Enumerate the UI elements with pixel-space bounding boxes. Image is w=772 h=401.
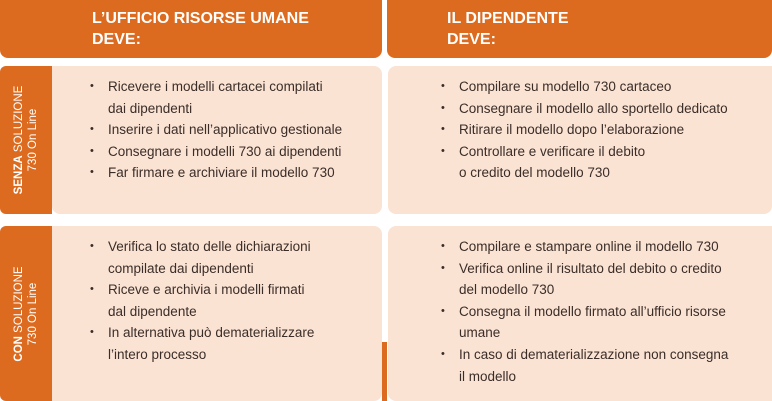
bullet-icon: •: [90, 123, 94, 136]
list-item-line: Inserire i dati nell’applicativo gestionale: [108, 122, 343, 138]
list-item: [441, 258, 761, 301]
list-item-line: l’intero processo: [108, 346, 207, 362]
list-item: [90, 322, 375, 365]
cell-without-hr: [52, 66, 382, 214]
row-label-without-bold: SENZA: [13, 155, 25, 195]
bullet-icon: •: [441, 347, 445, 360]
list-item: [441, 98, 761, 120]
row-label-with-line2: 730 On Line: [27, 282, 39, 345]
column-divider-accent: [382, 342, 387, 401]
list-with-employee: [441, 236, 761, 387]
list-item-line: Compilare e stampare online il modello 730: [459, 239, 719, 254]
row-label-without-line2: 730 On Line: [27, 108, 39, 172]
list-item-line: Consegnare il modello allo sportello dedicato: [459, 100, 728, 116]
list-item-line: o credito del modello 730: [459, 165, 610, 181]
bullet-icon: •: [441, 304, 445, 317]
list-item: [441, 76, 761, 98]
bullet-icon: •: [441, 144, 445, 157]
list-item: [90, 76, 375, 119]
row-label-with-text: [12, 266, 40, 361]
list-item: [90, 236, 375, 279]
list-item-line: Far firmare e archiviare il modello 730: [108, 165, 335, 181]
bullet-icon: •: [90, 240, 94, 252]
list-item-line: compilate dai dipendenti: [108, 260, 254, 276]
list-item: [441, 301, 761, 344]
employee-header-line1: IL DIPENDENTE: [447, 10, 569, 27]
list-item-line: In alternativa può dematerializzare: [108, 325, 315, 341]
hr-header-line2: DEVE:: [92, 31, 141, 48]
list-item-line: dal dipendente: [108, 303, 197, 319]
list-item-line: del modello 730: [459, 282, 555, 298]
bullet-icon: •: [90, 144, 94, 157]
cell-with-employee: [388, 226, 772, 401]
list-item-line: Verifica lo stato delle dichiarazioni: [108, 239, 311, 254]
row-label-with-bold: CON: [13, 335, 25, 362]
list-item-line: Verifica online il risultato del debito o credito: [459, 260, 722, 276]
list-item: [90, 141, 375, 163]
list-item: [90, 279, 375, 322]
list-item-line: Consegnare i modelli 730 ai dipendenti: [108, 143, 342, 159]
hr-header-line1: L’UFFICIO RISORSE UMANE: [92, 10, 309, 27]
list-item-line: Riceve e archivia i modelli firmati: [108, 282, 305, 298]
list-item: [441, 141, 761, 184]
cell-without-employee: [388, 66, 772, 214]
bullet-icon: •: [90, 283, 94, 296]
employee-column-header: [387, 0, 772, 58]
list-without-hr: [90, 76, 375, 184]
list-item-line: umane: [459, 325, 501, 341]
list-with-hr: [90, 236, 375, 366]
list-item: [441, 119, 761, 141]
list-item-line: Consegna il modello firmato all’ufficio risorse: [459, 303, 726, 319]
list-without-employee: [441, 76, 761, 184]
bullet-icon: •: [441, 240, 445, 252]
row-label-without-rest: SOLUZIONE: [13, 85, 25, 156]
row-label-with-solution: [0, 226, 52, 401]
list-item-line: dai dipendenti: [108, 100, 193, 116]
list-item-line: Ricevere i modelli cartacei compilati: [108, 79, 323, 94]
list-item: [90, 119, 375, 141]
bullet-icon: •: [90, 166, 94, 179]
list-item: [441, 236, 761, 258]
list-item-line: Ritirare il modello dopo l’elaborazione: [459, 122, 685, 138]
row-label-without-text: [12, 86, 40, 195]
list-item-line: Controllare e verificare il debito: [459, 143, 646, 159]
list-item-line: il modello: [459, 368, 517, 384]
bullet-icon: •: [90, 80, 94, 92]
cell-with-hr: [52, 226, 382, 401]
row-label-with-rest: SOLUZIONE: [13, 265, 25, 336]
bullet-icon: •: [441, 101, 445, 114]
list-item: [441, 344, 761, 387]
bullet-icon: •: [441, 80, 445, 92]
list-item-line: In caso di dematerializzazione non consegna: [459, 346, 729, 362]
hr-column-header: [0, 0, 382, 58]
bullet-icon: •: [441, 123, 445, 136]
bullet-icon: •: [441, 261, 445, 274]
employee-header-line2: DEVE:: [447, 31, 496, 48]
row-label-without-solution: [0, 66, 52, 214]
list-item: [90, 162, 375, 184]
bullet-icon: •: [90, 326, 94, 339]
list-item-line: Compilare su modello 730 cartaceo: [459, 79, 672, 94]
